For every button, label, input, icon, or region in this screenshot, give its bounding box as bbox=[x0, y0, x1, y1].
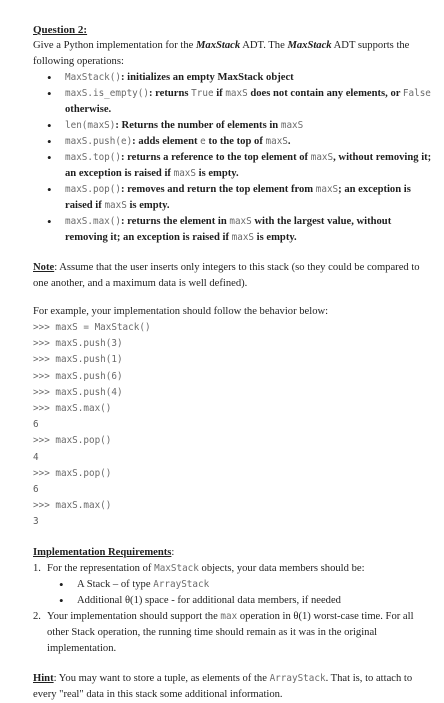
requirements-heading bbox=[33, 545, 435, 561]
inline-code: maxS bbox=[104, 200, 127, 211]
inline-code: maxS bbox=[315, 184, 339, 195]
intro-text: ADT. The bbox=[240, 40, 288, 51]
operation-signature: MaxStack() bbox=[65, 72, 121, 83]
hint-text: . That is, to attach to every "real" data in this stack some additional information. bbox=[33, 672, 413, 700]
code-input-line: >>> maxS = MaxStack() bbox=[33, 322, 151, 333]
operation-description: otherwise. bbox=[65, 104, 112, 115]
operation-description: to the top of bbox=[205, 136, 266, 147]
operation-signature: maxS.is_empty() bbox=[65, 88, 149, 99]
code-input-line: >>> maxS.pop() bbox=[33, 467, 112, 479]
hint-code: ArrayStack bbox=[269, 672, 326, 684]
document-page bbox=[33, 22, 435, 703]
code-input-line: >>> maxS.push(6) bbox=[33, 370, 123, 382]
operation-item bbox=[57, 214, 435, 246]
code-input-line: >>> maxS.push(1) bbox=[33, 354, 123, 366]
operation-description: , without removing it; an exception is raised if bbox=[65, 152, 432, 179]
operation-signature: len(maxS) bbox=[65, 120, 116, 131]
inline-code: maxS bbox=[265, 136, 288, 147]
inline-code: True bbox=[191, 88, 214, 99]
code-input-line: >>> maxS.max() bbox=[33, 403, 112, 415]
requirement-item bbox=[33, 609, 435, 657]
operation-signature: maxS.max() bbox=[65, 216, 121, 227]
requirement-text: objects, your data members should be: bbox=[198, 562, 365, 574]
operation-item bbox=[57, 118, 435, 134]
operation-description: is empty. bbox=[254, 232, 297, 243]
adt-name: MaxStack bbox=[196, 40, 241, 51]
operation-item bbox=[57, 86, 435, 118]
operation-description: : returns the element in bbox=[120, 216, 230, 227]
requirement-code: max bbox=[220, 610, 238, 622]
requirement-number: 2. bbox=[33, 610, 41, 622]
note-label: Note bbox=[33, 262, 55, 273]
operation-description: : returns a reference to the top element of bbox=[120, 152, 311, 163]
operation-description: is empty. bbox=[126, 200, 170, 211]
inline-code: e bbox=[200, 136, 206, 147]
inline-code: maxS bbox=[225, 88, 248, 99]
requirement-code: MaxStack bbox=[154, 562, 199, 574]
operation-item bbox=[57, 150, 435, 182]
operation-signature: maxS.pop() bbox=[65, 184, 121, 195]
requirements-list bbox=[33, 561, 435, 657]
example-code-block bbox=[33, 320, 435, 531]
requirement-subitem bbox=[69, 577, 435, 593]
code-input-line: >>> maxS.pop() bbox=[33, 435, 112, 447]
operation-description: : initializes an empty MaxStack object bbox=[120, 72, 294, 83]
operation-description: . bbox=[287, 136, 291, 147]
code-input-line: >>> maxS.max() bbox=[33, 500, 112, 512]
operation-description: with the largest value, without removing it; an exception is raised if bbox=[65, 216, 392, 243]
requirements-title: Implementation Requirements bbox=[33, 546, 172, 558]
operation-description: : adds element bbox=[132, 136, 201, 147]
operation-description: is empty. bbox=[195, 168, 239, 179]
operations-list bbox=[33, 70, 435, 246]
requirement-subitem bbox=[69, 593, 435, 609]
operation-description: ; an exception is raised if bbox=[65, 184, 411, 211]
adt-name: MaxStack bbox=[287, 40, 332, 51]
requirements-colon: : bbox=[171, 546, 175, 558]
hint-text: : You may want to store a tuple, as elements of the bbox=[53, 672, 270, 684]
subitem-code: ArrayStack bbox=[153, 578, 210, 590]
inline-code: maxS bbox=[173, 168, 196, 179]
code-output-line: 6 bbox=[33, 419, 39, 431]
operation-item bbox=[57, 182, 435, 214]
example-intro: For example, your implementation should follow the behavior below: bbox=[33, 306, 329, 317]
code-output-line: 4 bbox=[33, 451, 39, 463]
code-output-line: 3 bbox=[33, 516, 39, 528]
operation-description: : Returns the number of elements in bbox=[115, 120, 281, 131]
requirement-text: Your implementation should support the bbox=[47, 610, 221, 622]
subitem-text: A Stack – of type bbox=[77, 578, 154, 590]
note-paragraph bbox=[33, 260, 435, 292]
inline-code: maxS bbox=[229, 216, 252, 227]
hint-label: Hint bbox=[33, 672, 54, 684]
subitem-text: Additional θ(1) space - for additional data members, if needed bbox=[77, 594, 341, 606]
question-intro bbox=[33, 38, 435, 70]
intro-text: Give a Python implementation for the bbox=[33, 40, 196, 51]
requirement-sublist bbox=[47, 577, 435, 609]
inline-code: maxS bbox=[310, 152, 334, 163]
requirement-item bbox=[33, 561, 435, 609]
operation-item bbox=[57, 134, 435, 150]
code-input-line: >>> maxS.push(4) bbox=[33, 386, 123, 398]
operation-signature: maxS.top() bbox=[65, 152, 121, 163]
hint-paragraph bbox=[33, 671, 435, 703]
operation-description: : removes and return the top element from bbox=[120, 184, 316, 195]
requirement-text: For the representation of bbox=[47, 562, 155, 574]
operation-description: if bbox=[213, 88, 226, 99]
question-title: Question 2: bbox=[33, 24, 88, 36]
requirement-number: 1. bbox=[33, 562, 41, 574]
intro-text: ADT supports the following operations: bbox=[33, 40, 410, 67]
operation-item bbox=[57, 70, 435, 86]
operation-description: : returns bbox=[148, 88, 192, 99]
inline-code: maxS bbox=[231, 232, 255, 243]
requirement-text: operation in θ(1) worst-case time. For all other Stack operation, the running time should remain as it was in the original implementation. bbox=[47, 610, 414, 654]
operation-description: does not contain any elements, or bbox=[247, 88, 403, 99]
inline-code: maxS bbox=[280, 120, 304, 131]
code-output-line: 6 bbox=[33, 484, 39, 496]
note-text: : Assume that the user inserts only integers to this stack (so they could be compared to one another, and a maximum data is well defined). bbox=[33, 262, 420, 289]
operation-signature: maxS.push(e) bbox=[65, 136, 133, 147]
inline-code: False bbox=[402, 88, 431, 99]
code-input-line: >>> maxS.push(3) bbox=[33, 338, 123, 350]
